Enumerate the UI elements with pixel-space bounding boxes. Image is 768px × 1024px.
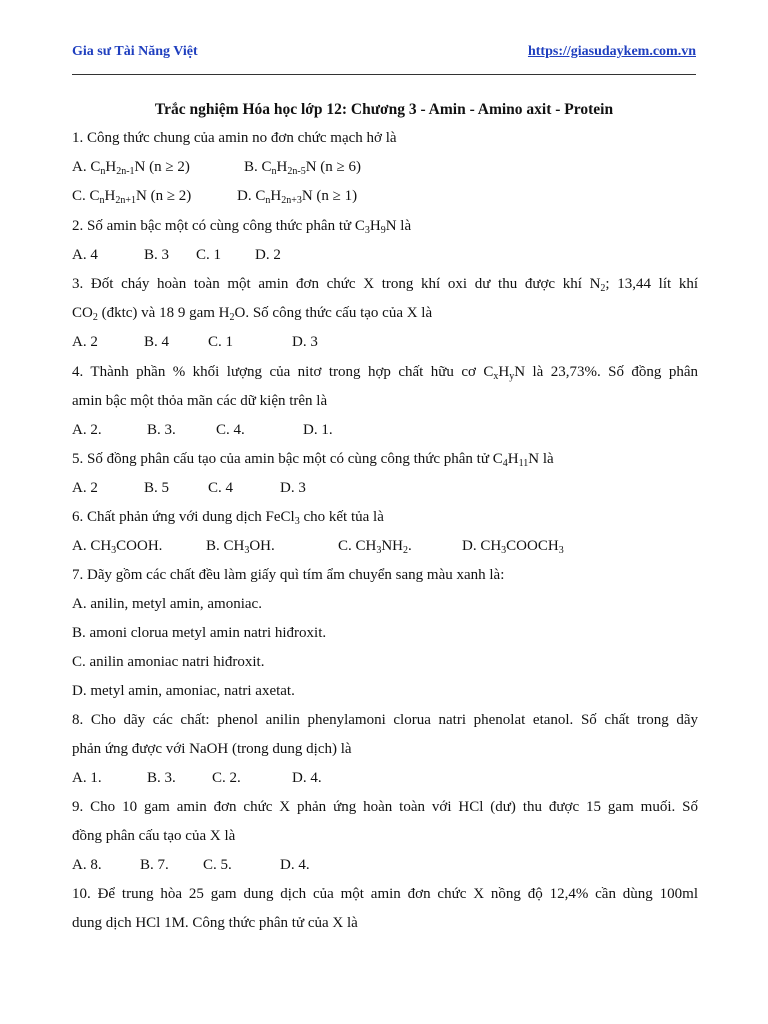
question-9-option-c[interactable]: C. 5. [203, 857, 232, 873]
question-2-option-b[interactable]: B. 3 [144, 247, 170, 263]
question-7-option-b[interactable]: B. amoni clorua metyl amin natri hiđroxit. [72, 625, 327, 641]
question-3-option-a[interactable]: A. 2 [72, 334, 98, 350]
question-9-option-b[interactable]: B. 7. [140, 857, 169, 873]
question-3-stem-line-2: $CO_2$ (đktc) và 18 9 gam $H_2O$. Số công thức cấu tạo của X là [72, 305, 433, 323]
page-header [72, 44, 696, 74]
question-3-option-d[interactable]: D. 3 [292, 334, 318, 350]
question-3-stem-line-1: 3. Đốt cháy hoàn toàn một amin đơn chức X trong khí oxi dư thu được khí $N_2$; 13,44 lít khí [72, 276, 698, 294]
question-8-option-b[interactable]: B. 3. [147, 770, 176, 786]
question-9-option-d[interactable]: D. 4. [280, 857, 310, 873]
question-2-option-c[interactable]: C. 1 [196, 247, 222, 263]
question-7-option-d[interactable]: D. metyl amin, amoniac, natri axetat. [72, 683, 295, 699]
question-5-option-c[interactable]: C. 4 [208, 480, 234, 496]
question-5-option-a[interactable]: A. 2 [72, 480, 98, 496]
header-divider [72, 74, 696, 75]
question-6-option-d[interactable]: D. $CH_3COOCH_3$ [462, 538, 564, 556]
question-4-option-b[interactable]: B. 3. [147, 422, 176, 438]
question-1-option-c[interactable]: C. $C_nH_{2n+1}N$ (n ≥ 2) [72, 188, 192, 206]
question-1-option-a[interactable]: A. $C_nH_{2n-1}N$ (n ≥ 2) [72, 159, 190, 177]
question-6-option-b[interactable]: B. $CH_3OH$. [206, 538, 275, 556]
question-8-stem-line-2: phản ứng được với NaOH (trong dung dịch) là [72, 741, 352, 757]
question-8-stem-line-1: 8. Cho dãy các chất: phenol anilin phenylamoni clorua natri phenolat etanol. Số chất trong dãy [72, 712, 698, 728]
question-4-option-d[interactable]: D. 1. [303, 422, 333, 438]
question-5-option-b[interactable]: B. 5 [144, 480, 170, 496]
question-9-option-a[interactable]: A. 8. [72, 857, 102, 873]
question-7-option-a[interactable]: A. anilin, metyl amin, amoniac. [72, 596, 262, 612]
question-5-stem: 5. Số đồng phân cấu tạo của amin bậc một có cùng công thức phân tử $C_4H_{11}N$ là [72, 451, 554, 469]
question-3-option-c[interactable]: C. 1 [208, 334, 234, 350]
question-6-stem: 6. Chất phản ứng với dung dịch FeCl$_3$ cho kết tủa là [72, 509, 384, 527]
question-4-stem-line-2: amin bậc một thỏa mãn các dữ kiện trên là [72, 393, 328, 409]
question-8-option-d[interactable]: D. 4. [292, 770, 322, 786]
question-8-option-c[interactable]: C. 2. [212, 770, 241, 786]
question-9-stem-line-2: đồng phân cấu tạo của X là [72, 828, 236, 844]
question-2-option-d[interactable]: D. 2 [255, 247, 281, 263]
question-10-stem-line-2: dung dịch HCl 1M. Công thức phân tử của X là [72, 915, 358, 931]
question-7-stem: 7. Dãy gồm các chất đều làm giấy quì tím ẩm chuyển sang màu xanh là: [72, 567, 505, 583]
question-10-stem-line-1: 10. Để trung hòa 25 gam dung dịch của một amin đơn chức X nồng độ 12,4% cần dùng 100ml [72, 886, 698, 902]
question-1-option-d[interactable]: D. $C_nH_{2n+3}N$ (n ≥ 1) [237, 188, 358, 206]
question-6-option-c[interactable]: C. $CH_3NH_2$. [338, 538, 412, 556]
question-6-option-a[interactable]: A. $CH_3COOH$. [72, 538, 163, 556]
question-9-stem-line-1: 9. Cho 10 gam amin đơn chức X phản ứng hoàn toàn với HCl (dư) thu được 15 gam muối. Số [72, 799, 698, 815]
site-brand: Gia sư Tài Năng Việt [72, 44, 198, 59]
document-title: Trắc nghiệm Hóa học lớp 12: Chương 3 - Amin - Amino axit - Protein [154, 101, 614, 118]
question-1-options-row-1 [72, 157, 698, 177]
question-3-option-b[interactable]: B. 4 [144, 334, 170, 350]
question-1-stem: 1. Công thức chung của amin no đơn chức mạch hở là [72, 130, 397, 146]
question-7-option-c[interactable]: C. anilin amoniac natri hiđroxit. [72, 654, 265, 670]
question-4-option-c[interactable]: C. 4. [216, 422, 245, 438]
question-4-stem-line-1: 4. Thành phần % khối lượng của nitơ trong hợp chất hữu cơ $C_xH_yN$ là 23,73%. Số đồng phân [72, 364, 698, 382]
question-5-option-d[interactable]: D. 3 [280, 480, 306, 496]
question-1-option-b[interactable]: B. $C_nH_{2n-5}N$ (n ≥ 6) [244, 159, 362, 177]
question-2-option-a[interactable]: A. 4 [72, 247, 98, 263]
question-2-stem: 2. Số amin bậc một có cùng công thức phân tử $C_3H_9N$ là [72, 218, 412, 236]
question-8-option-a[interactable]: A. 1. [72, 770, 102, 786]
question-1-options-row-2 [72, 186, 698, 206]
question-4-option-a[interactable]: A. 2. [72, 422, 102, 438]
site-link[interactable]: https://giasudaykem.com.vn [527, 44, 696, 59]
